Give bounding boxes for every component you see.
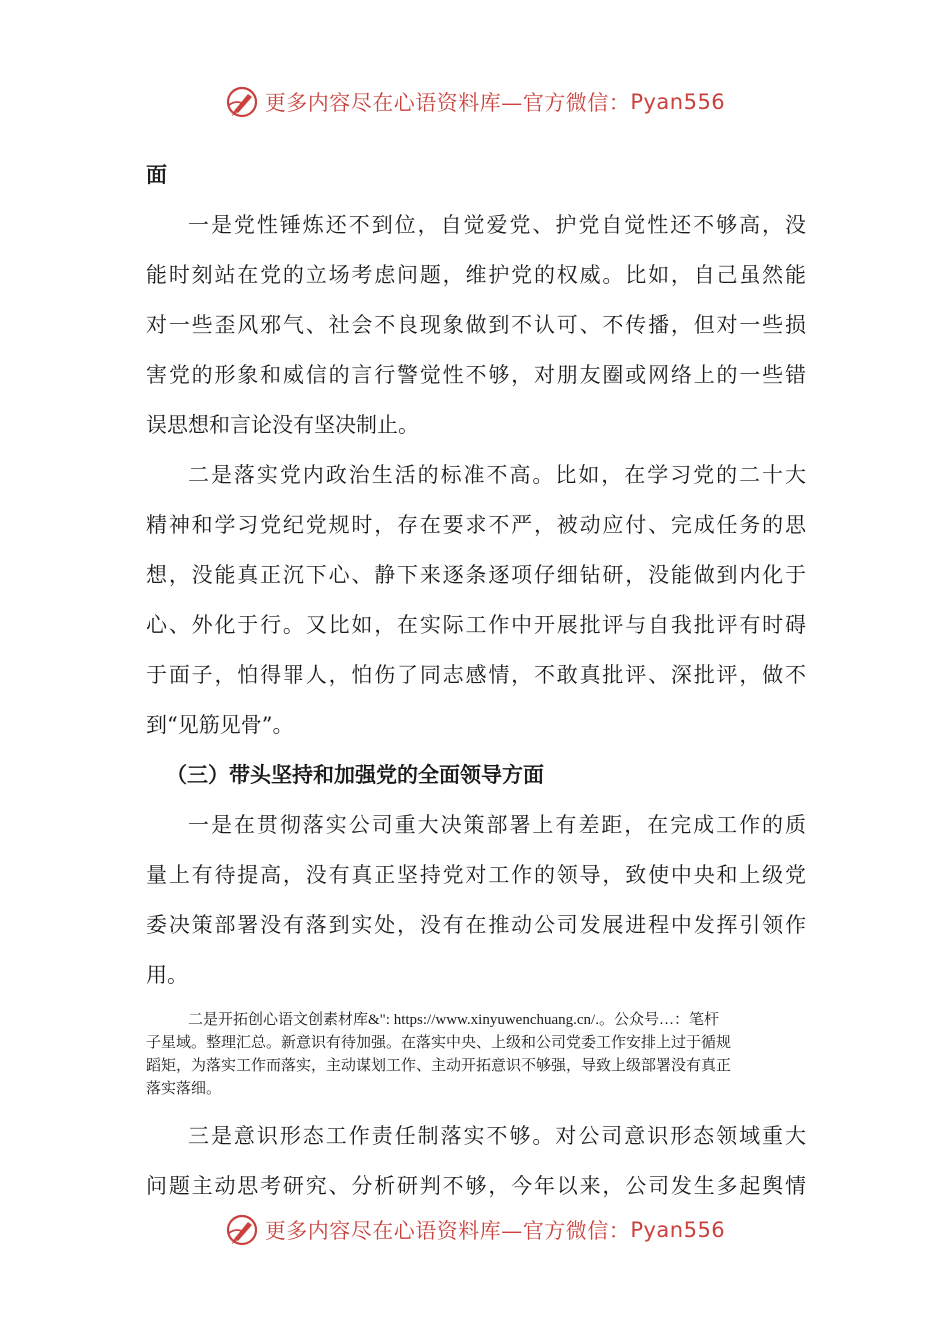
small-text-line: 子星域。整理汇总。新意识有待加强。在落实中央、上级和公司党委工作安排上过于循规 xyxy=(146,1035,732,1051)
text-line: 三是意识形态工作责任制落实不够。对公司意识形态领域重大 xyxy=(188,1124,806,1148)
text-line: 到“见筋见骨”。 xyxy=(146,713,294,737)
footer-banner xyxy=(0,1210,950,1250)
text-line: 一是在贯彻落实公司重大决策部署上有差距，在完成工作的质 xyxy=(188,813,806,837)
continued-heading-fragment: 面 xyxy=(146,162,167,187)
text-line: 于面子，怕得罪人，怕伤了同志感情，不敢真批评、深批评，做不 xyxy=(146,663,806,687)
text-line: 问题主动思考研究、分析研判不够，今年以来，公司发生多起舆情 xyxy=(146,1174,806,1198)
document-body xyxy=(146,150,806,1211)
paragraph-5 xyxy=(146,1111,806,1211)
text-line: 误思想和言论没有坚决制止。 xyxy=(146,413,419,437)
text-line: 二是落实党内政治生活的标准不高。比如，在学习党的二十大 xyxy=(188,463,806,487)
pen-logo-icon xyxy=(225,1213,259,1247)
header-banner xyxy=(0,82,950,122)
text-line: 害党的形象和威信的言行警觉性不够，对朋友圈或网络上的一些错 xyxy=(146,363,806,387)
section-heading: （三）带头坚持和加强党的全面领导方面 xyxy=(166,762,544,787)
small-text-line: 蹈矩，为落实工作而落实，主动谋划工作、主动开拓意识不够强，导致上级部署没有真正 xyxy=(146,1058,732,1074)
paragraph-3 xyxy=(146,800,806,1000)
header-banner-text: 更多内容尽在心语资料库—官方微信： xyxy=(264,91,631,115)
small-text-line: 落实落细。 xyxy=(146,1081,222,1097)
text-line: 量上有待提高，没有真正坚持党对工作的领导，致使中央和上级党 xyxy=(146,863,806,887)
paragraph-1 xyxy=(146,200,806,450)
text-line: 精神和学习党纪党规时，存在要求不严，被动应付、完成任务的思 xyxy=(146,513,806,537)
text-line: 对一些歪风邪气、社会不良现象做到不认可、不传播，但对一些损 xyxy=(146,313,806,337)
text-line: 委决策部署没有落到实处，没有在推动公司发展进程中发挥引领作 xyxy=(146,913,806,937)
small-text-line: 二是开拓创心语文创素材库&": https://www.xinyuwenchuang.cn/.。公众号…：笔杆 xyxy=(188,1012,719,1028)
text-line: 能时刻站在党的立场考虑问题，维护党的权威。比如，自己虽然能 xyxy=(146,263,806,287)
header-wechat-id: Pyan556 xyxy=(630,90,726,114)
footer-banner-text: 更多内容尽在心语资料库—官方微信： xyxy=(264,1219,631,1243)
paragraph-4-small xyxy=(146,1000,806,1111)
footer-wechat-id: Pyan556 xyxy=(630,1218,726,1242)
paragraph-2 xyxy=(146,450,806,750)
text-line: 心、外化于行。又比如，在实际工作中开展批评与自我批评有时碍 xyxy=(146,613,806,637)
text-line: 想，没能真正沉下心、静下来逐条逐项仔细钻研，没能做到内化于 xyxy=(146,563,806,587)
pen-logo-icon xyxy=(225,85,259,119)
text-line: 用。 xyxy=(146,963,188,987)
text-line: 一是党性锤炼还不到位，自觉爱党、护党自觉性还不够高，没 xyxy=(188,213,806,237)
